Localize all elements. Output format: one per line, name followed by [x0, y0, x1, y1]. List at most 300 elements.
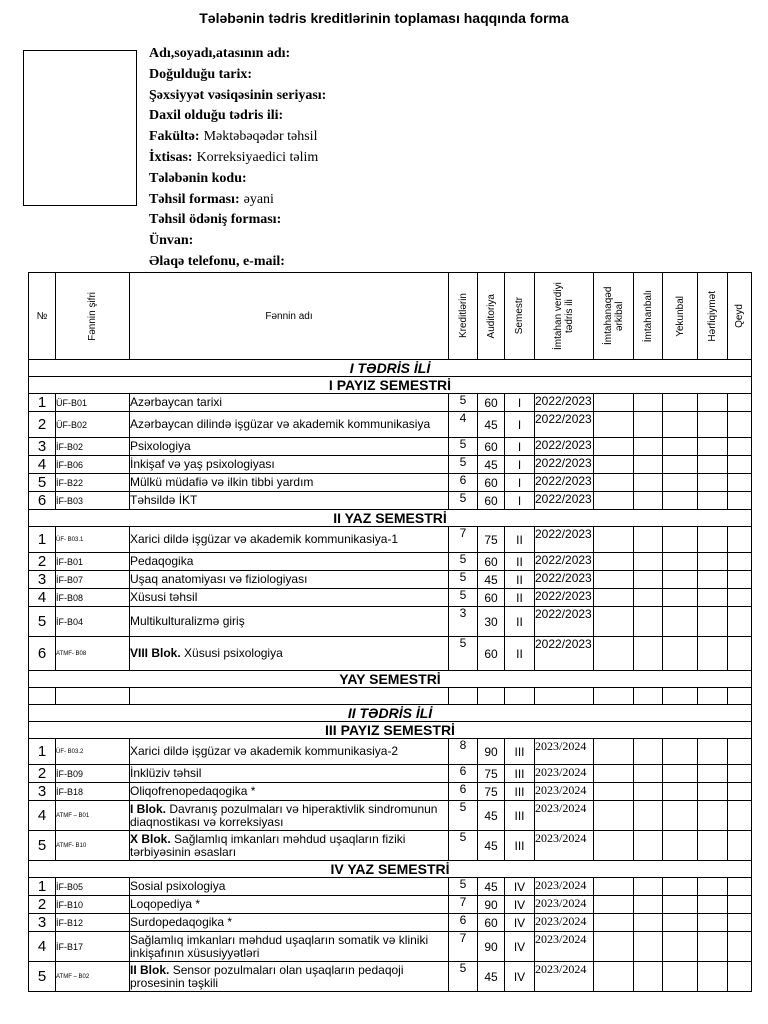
letter-grade-cell[interactable]: [698, 571, 728, 589]
course-code: İF-B07: [56, 571, 130, 589]
exam-score-cell[interactable]: [634, 527, 663, 553]
course-name: [130, 527, 449, 553]
photo-placeholder: [23, 50, 137, 206]
course-code: ATMF – B01: [56, 801, 130, 831]
empty-cell[interactable]: [130, 688, 449, 705]
exam-score-cell[interactable]: [634, 394, 663, 412]
empty-cell[interactable]: [29, 688, 56, 705]
credits: 5: [449, 492, 478, 510]
letter-grade-cell[interactable]: [698, 801, 728, 831]
course-name: [130, 394, 449, 412]
examiner-sign-cell[interactable]: [594, 896, 634, 914]
exam-score-cell[interactable]: [634, 878, 663, 896]
exam-score-cell[interactable]: [634, 801, 663, 831]
row-number: 1: [29, 394, 56, 412]
note-cell[interactable]: [728, 637, 752, 671]
course-name-text: Davranış pozulmaları və hiperaktivlik sindromunun diaqnostikası və korreksiyası: [130, 801, 438, 829]
course-name-text: Uşaq anatomiyası və fiziologiyası: [130, 572, 308, 586]
course-code: İF-B09: [56, 765, 130, 783]
semester: II: [505, 571, 535, 589]
note-cell[interactable]: [728, 932, 752, 962]
course-name-text: Surdopedaqogika *: [130, 915, 233, 929]
letter-grade-cell[interactable]: [698, 896, 728, 914]
exam-score-cell[interactable]: [634, 553, 663, 571]
semester: I: [505, 492, 535, 510]
examiner-sign-cell[interactable]: [594, 607, 634, 637]
empty-cell[interactable]: [634, 688, 663, 705]
row-number: 1: [29, 878, 56, 896]
row-number: 3: [29, 783, 56, 801]
exam-year: 2022/2023: [535, 553, 594, 571]
course-code: İF-B04: [56, 607, 130, 637]
exam-score-cell[interactable]: [634, 914, 663, 932]
course-name-text: Mülkü müdafiə və ilkin tibbi yardım: [130, 475, 314, 489]
info-id-series: [149, 86, 330, 107]
examiner-sign-cell[interactable]: [594, 962, 634, 992]
note-cell[interactable]: [728, 394, 752, 412]
auditorium-hours: 75: [478, 783, 505, 801]
info-value[interactable]: Məktəbəqədər təhsil: [203, 129, 318, 145]
course-name: [130, 962, 449, 992]
letter-grade-cell[interactable]: [698, 607, 728, 637]
info-label: Ünvan:: [149, 233, 194, 249]
final-score-cell[interactable]: [663, 765, 698, 783]
credits: 5: [449, 801, 478, 831]
letter-grade-cell[interactable]: [698, 637, 728, 671]
note-cell[interactable]: [728, 878, 752, 896]
auditorium-hours: 30: [478, 607, 505, 637]
exam-year: 2022/2023: [535, 456, 594, 474]
semester: IV: [505, 896, 535, 914]
final-score-cell[interactable]: [663, 932, 698, 962]
examiner-sign-cell[interactable]: [594, 438, 634, 456]
table-row: [29, 932, 752, 962]
course-name-text: Pedaqogika: [130, 554, 194, 568]
table-row: [29, 438, 752, 456]
final-score-cell[interactable]: [663, 637, 698, 671]
row-number: 2: [29, 412, 56, 438]
row-number: 4: [29, 932, 56, 962]
exam-year: 2023/2024: [535, 783, 594, 801]
course-code: ATMF – B02: [56, 962, 130, 992]
letter-grade-cell[interactable]: [698, 739, 728, 765]
course-name-text: İnklüziv təhsil: [130, 766, 202, 780]
exam-year: 2022/2023: [535, 637, 594, 671]
auditorium-hours: 45: [478, 456, 505, 474]
course-code: İF-B12: [56, 914, 130, 932]
info-faculty: [149, 127, 330, 148]
note-cell[interactable]: [728, 962, 752, 992]
header-code: Fənnin şifri: [56, 273, 130, 360]
note-cell[interactable]: [728, 456, 752, 474]
empty-cell[interactable]: [535, 688, 594, 705]
exam-year: 2022/2023: [535, 589, 594, 607]
row-number: 5: [29, 962, 56, 992]
empty-cell[interactable]: [594, 688, 634, 705]
note-cell[interactable]: [728, 739, 752, 765]
course-name: [130, 571, 449, 589]
block-label: VIII Blok.: [130, 646, 181, 660]
credits: 5: [449, 438, 478, 456]
credits: 6: [449, 765, 478, 783]
info-specialty: [149, 148, 330, 169]
course-code: İF-B18: [56, 783, 130, 801]
course-name-text: Oliqofrenopedaqogika *: [130, 784, 256, 798]
course-name-text: Xüsusi psixologiya: [184, 646, 283, 660]
exam-year: 2022/2023: [535, 571, 594, 589]
examiner-sign-cell[interactable]: [594, 456, 634, 474]
note-cell[interactable]: [728, 783, 752, 801]
letter-grade-cell[interactable]: [698, 914, 728, 932]
final-score-cell[interactable]: [663, 456, 698, 474]
semester: II: [505, 553, 535, 571]
info-label: Fakültə:: [149, 129, 200, 145]
row-number: 2: [29, 553, 56, 571]
section-header-sem1: [29, 377, 752, 394]
info-label: Təhsil forması:: [149, 191, 240, 207]
final-score-cell[interactable]: [663, 527, 698, 553]
final-score-cell[interactable]: [663, 492, 698, 510]
credits: 6: [449, 474, 478, 492]
final-score-cell[interactable]: [663, 783, 698, 801]
row-number: 3: [29, 571, 56, 589]
examiner-sign-cell[interactable]: [594, 589, 634, 607]
examiner-sign-cell[interactable]: [594, 783, 634, 801]
row-number: 3: [29, 914, 56, 932]
exam-score-cell[interactable]: [634, 607, 663, 637]
course-code: İF-B08: [56, 589, 130, 607]
course-name: [130, 932, 449, 962]
letter-grade-cell[interactable]: [698, 412, 728, 438]
semester: II: [505, 527, 535, 553]
section-header-year2: [29, 705, 752, 722]
auditorium-hours: 45: [478, 801, 505, 831]
course-name: [130, 783, 449, 801]
block-label: II Blok.: [130, 962, 170, 977]
examiner-sign-cell[interactable]: [594, 878, 634, 896]
table-row: [29, 783, 752, 801]
letter-grade-cell[interactable]: [698, 932, 728, 962]
auditorium-hours: 90: [478, 739, 505, 765]
course-name: [130, 607, 449, 637]
exam-score-cell[interactable]: [634, 962, 663, 992]
exam-score-cell[interactable]: [634, 896, 663, 914]
auditorium-hours: 90: [478, 896, 505, 914]
course-name-text: Təhsildə İKT: [130, 493, 198, 507]
exam-year: 2022/2023: [535, 394, 594, 412]
row-number: 4: [29, 456, 56, 474]
letter-grade-cell[interactable]: [698, 456, 728, 474]
examiner-sign-cell[interactable]: [594, 801, 634, 831]
section-header-sem2: [29, 510, 752, 527]
examiner-sign-cell[interactable]: [594, 637, 634, 671]
course-code: İF-B06: [56, 456, 130, 474]
letter-grade-cell[interactable]: [698, 527, 728, 553]
final-score-cell[interactable]: [663, 412, 698, 438]
empty-cell[interactable]: [449, 688, 478, 705]
section-title: III PAYIZ SEMESTRİ: [29, 722, 752, 739]
examiner-sign-cell[interactable]: [594, 394, 634, 412]
semester: III: [505, 783, 535, 801]
examiner-sign-cell[interactable]: [594, 739, 634, 765]
note-cell[interactable]: [728, 527, 752, 553]
row-number: 6: [29, 492, 56, 510]
examiner-sign-cell[interactable]: [594, 412, 634, 438]
table-row: [29, 412, 752, 438]
auditorium-hours: 90: [478, 932, 505, 962]
header-examiner-sign: İmtahanaqəd ərkibal: [594, 273, 634, 360]
note-cell[interactable]: [728, 765, 752, 783]
row-number: 3: [29, 438, 56, 456]
course-name: [130, 412, 449, 438]
header-no: №: [29, 273, 56, 360]
final-score-cell[interactable]: [663, 571, 698, 589]
empty-row: [29, 688, 752, 705]
row-number: 5: [29, 831, 56, 861]
note-cell[interactable]: [728, 801, 752, 831]
semester: I: [505, 394, 535, 412]
info-student-code: [149, 169, 330, 190]
course-code: İF-B03: [56, 492, 130, 510]
final-score-cell[interactable]: [663, 962, 698, 992]
empty-cell[interactable]: [56, 688, 130, 705]
exam-score-cell[interactable]: [634, 765, 663, 783]
auditorium-hours: 45: [478, 962, 505, 992]
empty-cell[interactable]: [663, 688, 698, 705]
note-cell[interactable]: [728, 607, 752, 637]
section-title: I PAYIZ SEMESTRİ: [29, 377, 752, 394]
exam-year: 2022/2023: [535, 492, 594, 510]
letter-grade-cell[interactable]: [698, 962, 728, 992]
auditorium-hours: 75: [478, 527, 505, 553]
examiner-sign-cell[interactable]: [594, 831, 634, 861]
examiner-sign-cell[interactable]: [594, 527, 634, 553]
final-score-cell[interactable]: [663, 896, 698, 914]
course-name-text: Xarici dildə işgüzar və akademik kommunikasiya-2: [130, 744, 399, 758]
exam-year: 2022/2023: [535, 474, 594, 492]
semester: III: [505, 801, 535, 831]
final-score-cell[interactable]: [663, 394, 698, 412]
row-number: 5: [29, 474, 56, 492]
letter-grade-cell[interactable]: [698, 474, 728, 492]
course-name: [130, 739, 449, 765]
info-contact: [149, 252, 330, 273]
info-label: İxtisas:: [149, 149, 193, 165]
auditorium-hours: 45: [478, 412, 505, 438]
exam-score-cell[interactable]: [634, 739, 663, 765]
credits: 5: [449, 553, 478, 571]
letter-grade-cell[interactable]: [698, 765, 728, 783]
course-name-text: Sağlamlıq imkanları məhdud uşaqların fiziki tərbiyəsinin əsasları: [130, 831, 406, 859]
course-name: [130, 474, 449, 492]
table-row: [29, 456, 752, 474]
final-score-cell[interactable]: [663, 553, 698, 571]
letter-grade-cell[interactable]: [698, 589, 728, 607]
letter-grade-cell[interactable]: [698, 783, 728, 801]
info-label: Daxil olduğu tədris ili:: [149, 108, 284, 124]
note-cell[interactable]: [728, 914, 752, 932]
header-name: Fənnin adı: [130, 273, 449, 360]
letter-grade-cell[interactable]: [698, 492, 728, 510]
credits: 8: [449, 739, 478, 765]
empty-cell[interactable]: [728, 688, 752, 705]
course-name: [130, 765, 449, 783]
info-birth-date: [149, 65, 330, 86]
letter-grade-cell[interactable]: [698, 553, 728, 571]
exam-year: 2022/2023: [535, 527, 594, 553]
note-cell[interactable]: [728, 553, 752, 571]
exam-score-cell[interactable]: [634, 456, 663, 474]
course-name-text: Xüsusi təhsil: [130, 590, 198, 604]
course-code: İF-B02: [56, 438, 130, 456]
section-title: YAY SEMESTRİ: [29, 671, 752, 688]
final-score-cell[interactable]: [663, 914, 698, 932]
header-final: Yekunbal: [663, 273, 698, 360]
examiner-sign-cell[interactable]: [594, 765, 634, 783]
letter-grade-cell[interactable]: [698, 394, 728, 412]
examiner-sign-cell[interactable]: [594, 914, 634, 932]
exam-score-cell[interactable]: [634, 492, 663, 510]
final-score-cell[interactable]: [663, 589, 698, 607]
auditorium-hours: 60: [478, 438, 505, 456]
exam-score-cell[interactable]: [634, 412, 663, 438]
auditorium-hours: 45: [478, 571, 505, 589]
note-cell[interactable]: [728, 438, 752, 456]
credits: 5: [449, 589, 478, 607]
empty-cell[interactable]: [505, 688, 535, 705]
auditorium-hours: 60: [478, 394, 505, 412]
table-row: [29, 492, 752, 510]
final-score-cell[interactable]: [663, 831, 698, 861]
exam-year: 2023/2024: [535, 739, 594, 765]
credits-table: [28, 272, 752, 992]
course-name: [130, 456, 449, 474]
final-score-cell[interactable]: [663, 607, 698, 637]
empty-cell[interactable]: [478, 688, 505, 705]
semester: II: [505, 607, 535, 637]
exam-year: 2023/2024: [535, 932, 594, 962]
credits: 7: [449, 896, 478, 914]
semester: IV: [505, 962, 535, 992]
course-code: İF-B17: [56, 932, 130, 962]
info-label: Tələbənin kodu:: [149, 170, 247, 186]
examiner-sign-cell[interactable]: [594, 553, 634, 571]
letter-grade-cell[interactable]: [698, 438, 728, 456]
course-code: İF-B10: [56, 896, 130, 914]
table-row: [29, 914, 752, 932]
semester: II: [505, 589, 535, 607]
table-row: [29, 637, 752, 671]
exam-year: 2022/2023: [535, 607, 594, 637]
exam-score-cell[interactable]: [634, 637, 663, 671]
info-value[interactable]: əyani: [243, 191, 274, 207]
semester: I: [505, 456, 535, 474]
block-label: I Blok.: [130, 801, 167, 816]
course-name: [130, 553, 449, 571]
exam-year: 2023/2024: [535, 896, 594, 914]
table-row: [29, 571, 752, 589]
note-cell[interactable]: [728, 571, 752, 589]
section-header-summer: [29, 671, 752, 688]
course-code: İF-B22: [56, 474, 130, 492]
exam-year: 2023/2024: [535, 831, 594, 861]
letter-grade-cell[interactable]: [698, 878, 728, 896]
examiner-sign-cell[interactable]: [594, 571, 634, 589]
info-value[interactable]: Korreksiyaedici təlim: [196, 149, 319, 165]
table-row: [29, 474, 752, 492]
credits: 6: [449, 783, 478, 801]
header-letter-grade: Hərfiqiymət: [698, 273, 728, 360]
exam-year: 2023/2024: [535, 914, 594, 932]
course-name-text: Azərbaycan dilində işgüzar və akademik kommunikasiya: [130, 417, 431, 431]
auditorium-hours: 45: [478, 831, 505, 861]
section-title: I TƏDRİS İLİ: [29, 360, 752, 377]
examiner-sign-cell[interactable]: [594, 932, 634, 962]
credits: 5: [449, 637, 478, 671]
exam-score-cell[interactable]: [634, 589, 663, 607]
info-label: Əlaqə telefonu, e-mail:: [149, 253, 285, 269]
examiner-sign-cell[interactable]: [594, 474, 634, 492]
table-row: [29, 765, 752, 783]
table-row: [29, 527, 752, 553]
final-score-cell[interactable]: [663, 739, 698, 765]
note-cell[interactable]: [728, 831, 752, 861]
final-score-cell[interactable]: [663, 801, 698, 831]
exam-score-cell[interactable]: [634, 783, 663, 801]
empty-cell[interactable]: [698, 688, 728, 705]
section-title: II TƏDRİS İLİ: [29, 705, 752, 722]
course-name: [130, 831, 449, 861]
exam-score-cell[interactable]: [634, 438, 663, 456]
course-name: [130, 637, 449, 671]
section-title: II YAZ SEMESTRİ: [29, 510, 752, 527]
final-score-cell[interactable]: [663, 878, 698, 896]
exam-year: 2022/2023: [535, 412, 594, 438]
exam-score-cell[interactable]: [634, 474, 663, 492]
course-name-text: Xarici dildə işgüzar və akademik kommunikasiya-1: [130, 532, 399, 546]
row-number: 2: [29, 765, 56, 783]
header-auditorium: Auditoriya: [478, 273, 505, 360]
info-address: [149, 231, 330, 252]
note-cell[interactable]: [728, 412, 752, 438]
auditorium-hours: 60: [478, 492, 505, 510]
course-name: [130, 438, 449, 456]
final-score-cell[interactable]: [663, 438, 698, 456]
exam-year: 2023/2024: [535, 962, 594, 992]
credits: 5: [449, 831, 478, 861]
auditorium-hours: 75: [478, 765, 505, 783]
table-row: [29, 589, 752, 607]
exam-score-cell[interactable]: [634, 571, 663, 589]
note-cell[interactable]: [728, 474, 752, 492]
course-name: [130, 801, 449, 831]
letter-grade-cell[interactable]: [698, 831, 728, 861]
credits: 4: [449, 412, 478, 438]
credits: 6: [449, 914, 478, 932]
examiner-sign-cell[interactable]: [594, 492, 634, 510]
exam-score-cell[interactable]: [634, 932, 663, 962]
note-cell[interactable]: [728, 589, 752, 607]
note-cell[interactable]: [728, 896, 752, 914]
exam-score-cell[interactable]: [634, 831, 663, 861]
credits: 5: [449, 571, 478, 589]
course-name-text: Sosial psixologiya: [130, 879, 226, 893]
note-cell[interactable]: [728, 492, 752, 510]
final-score-cell[interactable]: [663, 474, 698, 492]
section-header-sem4: [29, 861, 752, 878]
course-name: [130, 878, 449, 896]
semester: IV: [505, 932, 535, 962]
